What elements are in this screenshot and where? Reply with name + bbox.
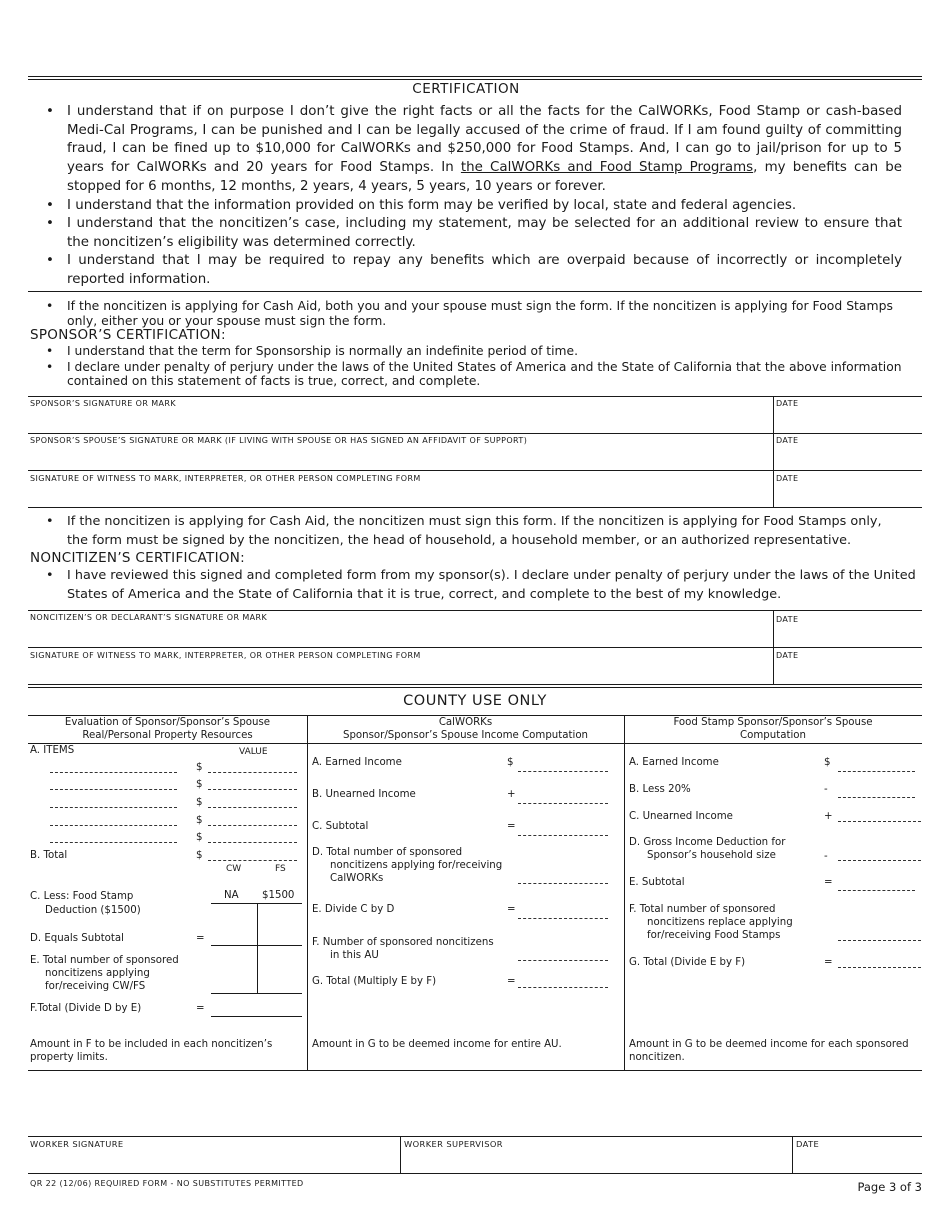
nc-rule-1 xyxy=(28,610,922,611)
value-field-2[interactable] xyxy=(208,789,297,790)
spouse-signature-field[interactable]: SPONSOR’S SPOUSE’S SIGNATURE OR MARK (IF LIVING WITH SPOUSE OR HAS SIGNED AN AFFIDAVIT OF SUPPORT) xyxy=(30,436,528,445)
cw-earned-label: A. Earned Income xyxy=(312,757,402,768)
certification-bottom-rule xyxy=(28,291,922,292)
worker-signature-field[interactable]: WORKER SIGNATURE xyxy=(30,1139,124,1149)
fs-d-field[interactable] xyxy=(838,860,921,861)
less-label-1: C. Less: Food Stamp xyxy=(30,891,134,902)
sponsor-bullet-term: • I understand that the term for Sponsorship is normally an indefinite period of time. xyxy=(46,344,920,358)
equals-subtotal-label: D. Equals Subtotal xyxy=(30,933,124,944)
fs-e-field[interactable] xyxy=(838,890,915,891)
sponsor-note: • If the noncitizen is applying for Cash Aid, both you and your spouse must sign the form. If the noncitizen is applying for Food Stamps only, either you or your spouse must sign the form. xyxy=(46,298,920,328)
sponsor-date-field[interactable]: DATE xyxy=(776,399,799,408)
noncitizen-note: • If the noncitizen is applying for Cash Aid, the noncitizen must sign this form. If the noncitizen is applying for Food Stamps only, the form must be signed by the noncitizen, the head of household, a household member, or an authorized representative. xyxy=(46,512,902,550)
noncitizen-heading: NONCITIZEN’S CERTIFICATION: xyxy=(30,550,246,566)
county-top-rule xyxy=(28,687,922,688)
fs-d-sym: - xyxy=(824,851,828,862)
dollar-sign: $ xyxy=(196,797,203,808)
col3-footer: Amount in G to be deemed income for each sponsored noncitizen. xyxy=(629,1039,909,1063)
col2-footer: Amount in G to be deemed income for entire AU. xyxy=(312,1039,562,1050)
col1-footer: Amount in F to be included in each noncitizen’s property limits. xyxy=(30,1039,273,1063)
item-field-1[interactable] xyxy=(50,772,177,773)
certification-bullet-verify: • I understand that the information provided on this form may be verified by local, state and federal agencies. xyxy=(46,197,902,216)
cw-subtotal-field[interactable] xyxy=(518,835,608,836)
certification-bullet-review: • I understand that the noncitizen’s case, including my statement, may be selected for an additional review to ensure that the noncitizen’s eligibility was determined correctly. xyxy=(46,215,902,252)
fraud-text-2: , my benefits can be stopped for 6 months, 12 months, 2 years, 4 years, 5 years, 10 years or forever. xyxy=(67,160,902,194)
nc-rule-3 xyxy=(28,684,922,685)
value-field-4[interactable] xyxy=(208,825,297,826)
fs-less20-field[interactable] xyxy=(838,797,915,798)
cw-unearned-label: B. Unearned Income xyxy=(312,789,416,800)
fs-label: FS xyxy=(275,864,286,874)
value-field-3[interactable] xyxy=(208,807,297,808)
fraud-text-1: I understand that if on purpose I don’t give the right facts or all the facts for the CalWORKs, Food Stamp or cash-based Medi-Cal Programs, I can be punished and I can be legally accused of the crime of fraud. If I am found guilty of committing fraud, I can be fined up to $10,000 for CalWORKs and $250,000 for Food Stamps. And, I can go to jail/prison for up to 5 years for CalWORKs and 20 years for Food Stamps. In xyxy=(67,104,902,176)
cw-e-sym: = xyxy=(507,904,516,915)
nc-divider xyxy=(773,610,774,684)
certification-bullet-repay: • I understand that I may be required to repay any benefits which are overpaid because of incorrectly or incompletely reported information. xyxy=(46,252,902,289)
sig-rule-2 xyxy=(28,433,922,434)
items-label: A. ITEMS xyxy=(30,745,75,756)
sponsor-heading: SPONSOR’S CERTIFICATION: xyxy=(30,327,226,343)
cw-unearned-field[interactable] xyxy=(518,803,608,804)
equals-sign: = xyxy=(196,933,205,944)
fs-less20-sym: - xyxy=(824,784,828,795)
nc-witness-date-field[interactable]: DATE xyxy=(776,651,799,660)
county-title: COUNTY USE ONLY xyxy=(403,693,547,709)
e-grid-line[interactable] xyxy=(211,993,302,994)
sponsor-bullet-perjury: • I declare under penalty of perjury under the laws of the United States of America and the State of California that the above information contained on this statement of facts is true, correct, and complete. xyxy=(46,360,920,388)
less-label-2: Deduction ($1500) xyxy=(45,905,141,916)
cw-subtotal-label: C. Subtotal xyxy=(312,821,369,832)
fs-less20-label: B. Less 20% xyxy=(629,784,691,795)
f-grid-line[interactable] xyxy=(211,1016,302,1017)
value-field-5[interactable] xyxy=(208,842,297,843)
equals-sign: = xyxy=(196,1003,205,1014)
noncitizen-bullet: • I have reviewed this signed and completed form from my sponsor(s). I declare under penalty of perjury under the laws of the United States of America and the State of California that it is true, correct, and complete to the best of my knowledge. xyxy=(46,566,922,604)
page-number: Page 3 of 3 xyxy=(857,1180,922,1194)
footer-divider-2 xyxy=(792,1136,793,1173)
cw-d-label: D. Total number of sponsored noncitizens applying for/receiving CalWORKs xyxy=(312,847,503,884)
fs-unearned-sym: + xyxy=(824,811,833,822)
top-rule-2 xyxy=(28,79,922,80)
footer-rule-1 xyxy=(28,1136,922,1137)
programs-underlined: the CalWORKs and Food Stamp Programs xyxy=(460,160,754,176)
witness-signature-field[interactable]: SIGNATURE OF WITNESS TO MARK, INTERPRETER, OR OTHER PERSON COMPLETING FORM xyxy=(30,474,421,483)
worker-supervisor-field[interactable]: WORKER SUPERVISOR xyxy=(404,1139,503,1149)
cw-earned-sym: $ xyxy=(507,757,514,768)
value-field-1[interactable] xyxy=(208,772,297,773)
fs-unearned-label: C. Unearned Income xyxy=(629,811,733,822)
dollar-sign: $ xyxy=(196,815,203,826)
fs-f-label: F. Total number of sponsored noncitizens replace applying for/receiving Food Stamps xyxy=(629,904,793,941)
col3-header: Food Stamp Sponsor/Sponsor’s Spouse Computation xyxy=(673,717,873,741)
item-field-3[interactable] xyxy=(50,807,177,808)
certification-bullet-fraud xyxy=(46,103,902,197)
certification-title: CERTIFICATION xyxy=(412,81,520,97)
spouse-date-field[interactable]: DATE xyxy=(776,436,799,445)
cw-d-field[interactable] xyxy=(518,883,608,884)
cw-e-field[interactable] xyxy=(518,918,608,919)
cw-f-field[interactable] xyxy=(518,960,608,961)
footer-rule-2 xyxy=(28,1173,922,1174)
dollar-sign: $ xyxy=(196,762,203,773)
footer-divider-1 xyxy=(400,1136,401,1173)
cw-subtotal-sym: = xyxy=(507,821,516,832)
item-field-4[interactable] xyxy=(50,825,177,826)
c-grid-divider xyxy=(257,903,258,993)
form-id: QR 22 (12/06) REQUIRED FORM - NO SUBSTITUTES PERMITTED xyxy=(30,1179,304,1188)
county-rule-1 xyxy=(28,715,922,716)
cw-g-sym: = xyxy=(507,976,516,987)
footer-date-field[interactable]: DATE xyxy=(796,1139,820,1149)
cw-label: CW xyxy=(226,864,242,874)
cw-earned-field[interactable] xyxy=(518,771,608,772)
fs-g-sym: = xyxy=(824,957,833,968)
item-field-5[interactable] xyxy=(50,842,177,843)
total-field[interactable] xyxy=(208,860,297,861)
e-label: E. Total number of sponsored noncitizens applying for/receiving CW/FS xyxy=(30,955,179,992)
fs-f-field[interactable] xyxy=(838,940,921,941)
cw-unearned-sym: + xyxy=(507,789,516,800)
cw-e-label: E. Divide C by D xyxy=(312,904,395,915)
nc-rule-2 xyxy=(28,647,922,648)
county-col-divider-1 xyxy=(307,715,308,1070)
sig-rule-1 xyxy=(28,396,922,397)
noncitizen-signature-field[interactable]: NONCITIZEN’S OR DECLARANT’S SIGNATURE OR MARK xyxy=(30,613,268,622)
total-label: B. Total xyxy=(30,850,68,861)
f-total-label: F.Total (Divide D by E) xyxy=(30,1003,142,1014)
fs-e-label: E. Subtotal xyxy=(629,877,685,888)
sig-divider xyxy=(773,396,774,507)
top-rule xyxy=(28,76,922,77)
fs-earned-field[interactable] xyxy=(838,771,915,772)
nc-witness-signature-field[interactable]: SIGNATURE OF WITNESS TO MARK, INTERPRETER, OR OTHER PERSON COMPLETING FORM xyxy=(30,651,421,660)
fs-earned-sym: $ xyxy=(824,757,831,768)
value-label: VALUE xyxy=(239,747,268,757)
dollar-sign: $ xyxy=(196,850,203,861)
sig-rule-3 xyxy=(28,470,922,471)
cw-f-label: F. Number of sponsored noncitizens in this AU xyxy=(312,937,494,961)
cw-g-field[interactable] xyxy=(518,987,608,988)
witness-date-field[interactable]: DATE xyxy=(776,474,799,483)
col2-header: CalWORKs Sponsor/Sponsor’s Spouse Income Computation xyxy=(342,717,589,741)
fs-g-label: G. Total (Divide E by F) xyxy=(629,957,746,968)
col1-header: Evaluation of Sponsor/Sponsor’s Spouse Real/Personal Property Resources xyxy=(64,717,271,741)
noncitizen-date-field[interactable]: DATE xyxy=(776,615,799,624)
fs-g-field[interactable] xyxy=(838,967,921,968)
fs-d-label: D. Gross Income Deduction for Sponsor’s household size xyxy=(629,837,786,861)
d-grid-line[interactable] xyxy=(211,945,302,946)
fs-e-sym: = xyxy=(824,877,833,888)
dollar-sign: $ xyxy=(196,832,203,843)
na-value: NA xyxy=(224,890,239,901)
dollar-sign: $ xyxy=(196,779,203,790)
item-field-2[interactable] xyxy=(50,789,177,790)
fs-earned-label: A. Earned Income xyxy=(629,757,719,768)
cw-g-label: G. Total (Multiply E by F) xyxy=(312,976,437,987)
sponsor-signature-field[interactable]: SPONSOR’S SIGNATURE OR MARK xyxy=(30,399,177,408)
county-rule-bottom xyxy=(28,1070,922,1071)
sig-rule-4 xyxy=(28,507,922,508)
county-col-divider-2 xyxy=(624,715,625,1070)
county-rule-2 xyxy=(28,743,922,744)
fs-unearned-field[interactable] xyxy=(838,821,921,822)
fs-deduction-value: $1500 xyxy=(262,890,295,901)
